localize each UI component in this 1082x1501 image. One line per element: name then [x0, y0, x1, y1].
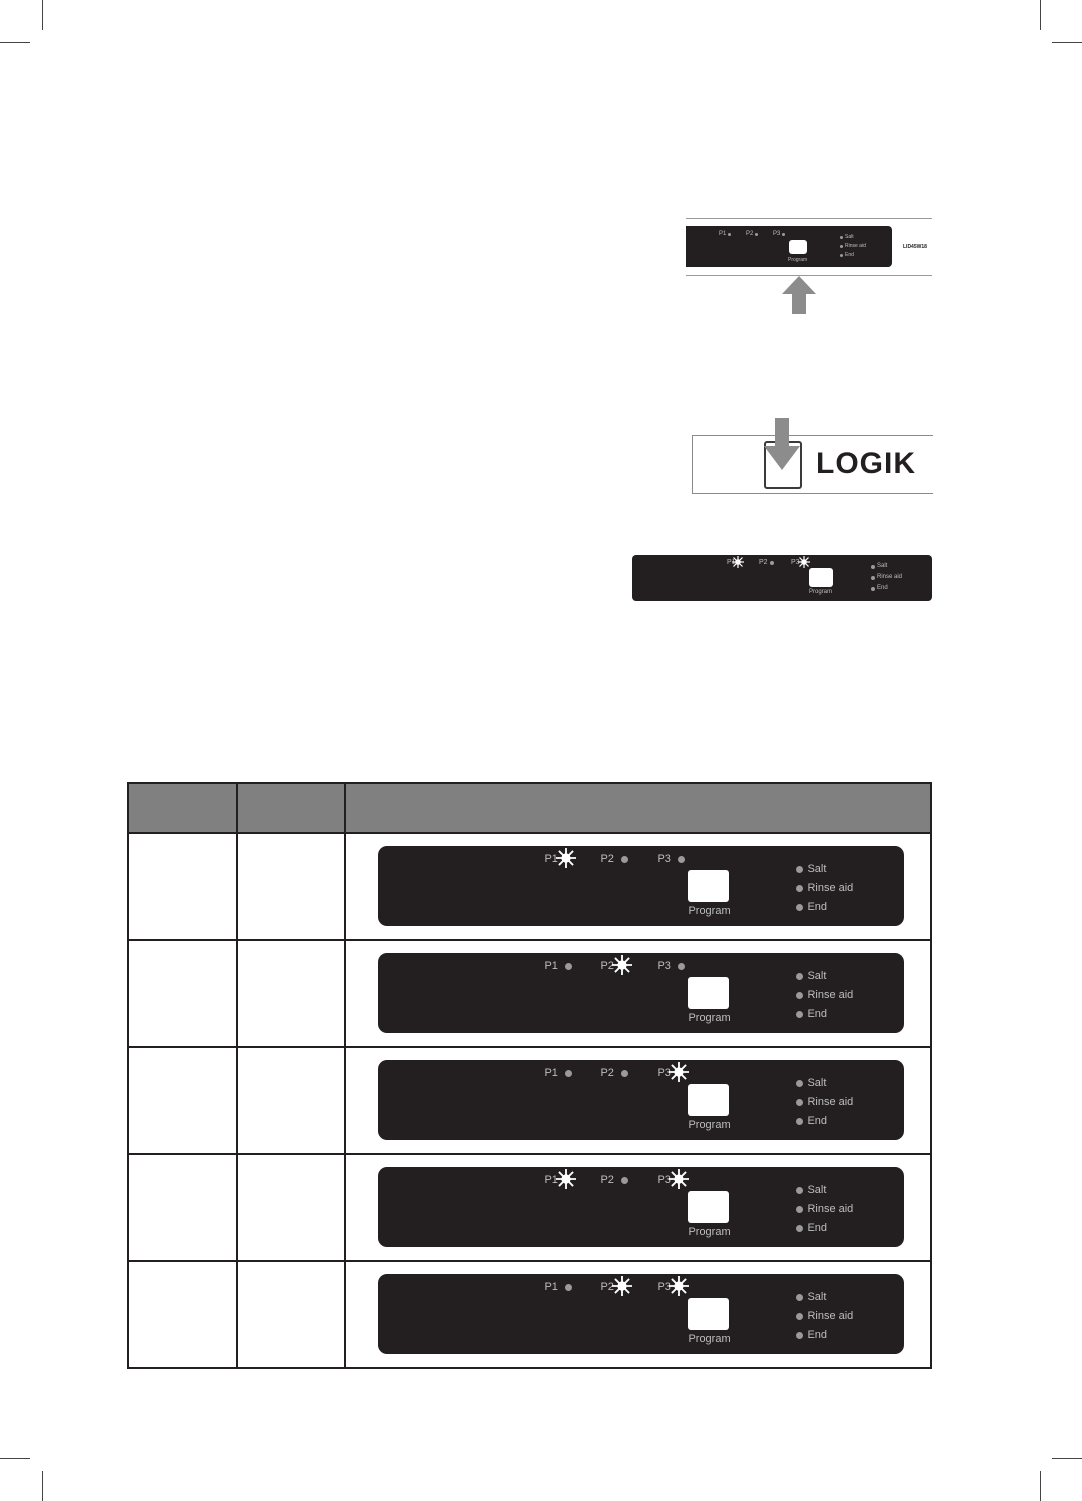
- program-button[interactable]: [809, 568, 833, 587]
- indicator-led-end: [796, 1332, 803, 1339]
- table-cell: [237, 940, 346, 1047]
- program-button[interactable]: [789, 240, 807, 254]
- control-panel: [378, 953, 904, 1033]
- program-led-p1: [728, 233, 731, 236]
- crop-mark: [1040, 0, 1041, 30]
- program-button[interactable]: [688, 870, 729, 902]
- indicator-led-end: [796, 904, 803, 911]
- program-label-p1: P1: [719, 231, 727, 237]
- indicator-label-salt: Salt: [807, 1184, 827, 1196]
- program-label-p2: P2: [600, 853, 614, 865]
- indicator-led-salt: [796, 1187, 803, 1194]
- program-label-p3: P3: [657, 1281, 671, 1293]
- crop-mark: [1040, 1471, 1041, 1501]
- program-led-p3: [782, 233, 785, 236]
- indicator-label-rinse: Rinse aid: [807, 1096, 854, 1108]
- indicator-led-rinse: [796, 1206, 803, 1213]
- table-row: [128, 1154, 931, 1261]
- indicator-label-salt: Salt: [845, 234, 854, 240]
- program-led-p3: [678, 856, 685, 863]
- indicator-led-salt: [796, 866, 803, 873]
- program-label-p1: P1: [544, 853, 558, 865]
- lit-led-icon: [612, 955, 632, 980]
- indicator-label-end: End: [807, 1329, 828, 1341]
- table-cell-panel: [345, 940, 931, 1047]
- table-header: [237, 783, 346, 833]
- program-button-label: Program: [688, 1226, 731, 1238]
- table-cell: [128, 833, 237, 940]
- table-cell-panel: [345, 833, 931, 940]
- indicator-led-rinse: [796, 1099, 803, 1106]
- program-led-p2: [770, 561, 774, 565]
- lit-led-icon: [669, 1169, 689, 1194]
- indicator-led-end: [796, 1011, 803, 1018]
- table-cell: [128, 940, 237, 1047]
- lit-led-icon: [556, 848, 576, 873]
- table-cell: [237, 1261, 346, 1368]
- indicator-label-rinse: Rinse aid: [807, 989, 854, 1001]
- program-led-p1: [565, 963, 572, 970]
- lit-led-icon: [669, 1062, 689, 1087]
- program-button[interactable]: [688, 1298, 729, 1330]
- indicator-led-end: [796, 1225, 803, 1232]
- indicator-label-salt: Salt: [807, 970, 827, 982]
- indicator-led-salt: [796, 973, 803, 980]
- program-label-p2: P2: [600, 1067, 614, 1079]
- crop-mark: [42, 0, 43, 30]
- program-label-p2: P2: [600, 1281, 614, 1293]
- brand-logo: LOGIK: [816, 447, 916, 480]
- program-label-p1: P1: [544, 1067, 558, 1079]
- table-row: [128, 940, 931, 1047]
- divider: [686, 218, 932, 219]
- program-button-label: Program: [688, 1012, 731, 1024]
- indicator-label-end: End: [807, 1222, 828, 1234]
- control-panel: [378, 1060, 904, 1140]
- indicator-label-end: End: [807, 1008, 828, 1020]
- table-row: [128, 1047, 931, 1154]
- table-cell: [128, 1154, 237, 1261]
- control-panel: [378, 1274, 904, 1354]
- control-panel: [686, 226, 892, 267]
- indicator-led-rinse: [871, 576, 875, 580]
- program-label-p1: P1: [544, 1281, 558, 1293]
- indicator-led-salt: [840, 236, 843, 239]
- indicator-led-rinse: [796, 992, 803, 999]
- table-cell: [128, 1261, 237, 1368]
- table-header: [128, 783, 237, 833]
- indicator-label-salt: Salt: [807, 1291, 827, 1303]
- table-cell-panel: [345, 1047, 931, 1154]
- program-button[interactable]: [688, 1191, 729, 1223]
- program-label-p2: P2: [600, 960, 614, 972]
- indicator-led-salt: [796, 1080, 803, 1087]
- indicator-led-end: [871, 587, 875, 591]
- table-row: [128, 833, 931, 940]
- program-label-p3: P3: [657, 1067, 671, 1079]
- indicator-led-end: [796, 1118, 803, 1125]
- arrow-down-icon: [764, 418, 800, 470]
- table-cell: [128, 1047, 237, 1154]
- program-button-label: Program: [688, 905, 731, 917]
- indicator-label-rinse: Rinse aid: [807, 1310, 854, 1322]
- indicator-label-salt: Salt: [807, 1077, 827, 1089]
- program-table: [127, 782, 932, 1369]
- indicator-label-end: End: [807, 1115, 828, 1127]
- control-panel: [378, 1167, 904, 1247]
- table-header-row: [128, 783, 931, 833]
- crop-mark: [0, 1458, 30, 1459]
- program-label-p3: P3: [657, 960, 671, 972]
- control-panel: [378, 846, 904, 926]
- indicator-label-rinse: Rinse aid: [845, 243, 866, 249]
- program-button[interactable]: [688, 977, 729, 1009]
- indicator-led-salt: [796, 1294, 803, 1301]
- program-led-p3: [678, 963, 685, 970]
- indicator-label-rinse: Rinse aid: [807, 882, 854, 894]
- table-cell: [237, 833, 346, 940]
- program-led-p1: [565, 1284, 572, 1291]
- indicator-led-end: [840, 254, 843, 257]
- arrow-up-icon: [782, 276, 816, 314]
- program-label-p3: P3: [791, 559, 800, 566]
- lit-led-icon: [798, 556, 810, 568]
- indicator-label-rinse: Rinse aid: [807, 1203, 854, 1215]
- indicator-label-end: End: [877, 585, 888, 591]
- program-label-p1: P1: [727, 559, 736, 566]
- indicator-label-end: End: [807, 901, 828, 913]
- program-led-p2: [755, 233, 758, 236]
- control-panel-small: [632, 555, 932, 601]
- indicator-led-salt: [871, 565, 875, 569]
- table-cell: [237, 1154, 346, 1261]
- table-row: [128, 1261, 931, 1368]
- program-label-p2: P2: [600, 1174, 614, 1186]
- program-button-label: Program: [788, 257, 808, 263]
- lit-led-icon: [732, 556, 744, 568]
- lit-led-icon: [669, 1276, 689, 1301]
- crop-mark: [1052, 1458, 1082, 1459]
- model-number: LID45W18: [903, 244, 927, 250]
- lit-led-icon: [556, 1169, 576, 1194]
- indicator-led-rinse: [796, 885, 803, 892]
- table-cell: [237, 1047, 346, 1154]
- program-led-p2: [621, 856, 628, 863]
- crop-mark: [0, 42, 30, 43]
- table-cell-panel: [345, 1261, 931, 1368]
- program-button-label: Program: [688, 1119, 731, 1131]
- program-led-p2: [621, 1177, 628, 1184]
- program-button[interactable]: [688, 1084, 729, 1116]
- program-label-p1: P1: [544, 960, 558, 972]
- indicator-led-rinse: [840, 245, 843, 248]
- program-label-p3: P3: [657, 853, 671, 865]
- program-label-p2: P2: [746, 231, 754, 237]
- program-button-label: Program: [809, 589, 833, 595]
- indicator-label-end: End: [845, 252, 854, 258]
- program-led-p1: [565, 1070, 572, 1077]
- table-header: [345, 783, 931, 833]
- crop-mark: [1052, 42, 1082, 43]
- indicator-label-salt: Salt: [807, 863, 827, 875]
- program-label-p1: P1: [544, 1174, 558, 1186]
- table-cell-panel: [345, 1154, 931, 1261]
- program-label-p2: P2: [759, 559, 768, 566]
- lit-led-icon: [612, 1276, 632, 1301]
- program-label-p3: P3: [773, 231, 781, 237]
- program-button-label: Program: [688, 1333, 731, 1345]
- indicator-led-rinse: [796, 1313, 803, 1320]
- program-label-p3: P3: [657, 1174, 671, 1186]
- indicator-label-salt: Salt: [877, 563, 888, 569]
- crop-mark: [42, 1471, 43, 1501]
- indicator-label-rinse: Rinse aid: [877, 574, 903, 580]
- program-led-p2: [621, 1070, 628, 1077]
